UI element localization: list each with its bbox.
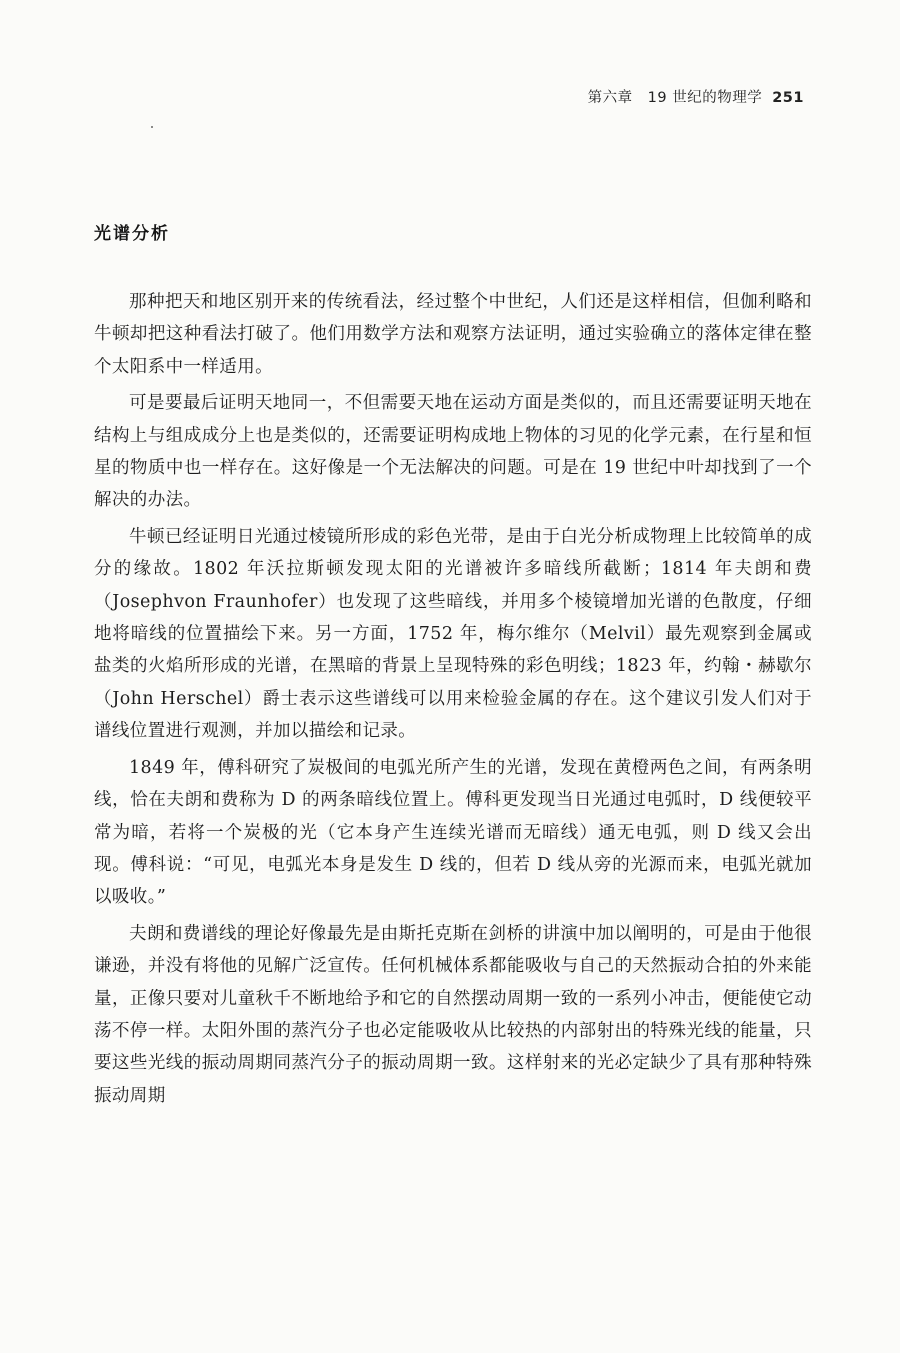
page-number: 251: [772, 90, 804, 106]
print-speck: [151, 126, 153, 128]
paragraph: 牛顿已经证明日光通过棱镜所形成的彩色光带，是由于白光分析成物理上比较简单的成分的缘故。1802 年沃拉斯顿发现太阳的光谱被许多暗线所截断；1814 年夫朗和费（Josephvon Fraunhofer）也发现了这些暗线，并用多个棱镜增加光谱的色散度，仔细地将暗线的位置描绘下来。另一方面，1752 年，梅尔维尔（Melvil）最先观察到金属或盐类的火焰所形成的光谱，在黑暗的背景上呈现特殊的彩色明线；1823 年，约翰・赫歇尔（John Herschel）爵士表示这些谱线可以用来检验金属的存在。这个建议引发人们对于谱线位置进行观测，并加以描绘和记录。: [94, 526, 812, 742]
chapter-title: 第六章 19 世纪的物理学: [587, 90, 763, 106]
paragraph: 可是要最后证明天地同一，不但需要天地在运动方面是类似的，而且还需要证明天地在结构上与组成成分上也是类似的，还需要证明构成地上物体的习见的化学元素，在行星和恒星的物质中也一样存在。这好像是一个无法解决的问题。可是在 19 世纪中叶却找到了一个解决的办法。: [94, 393, 812, 511]
running-head: [588, 86, 804, 107]
paragraph: 那种把天和地区别开来的传统看法，经过整个中世纪，人们还是这样相信，但伽利略和牛顿却把这种看法打破了。他们用数学方法和观察方法证明，通过实验确立的落体定律在整个太阳系中一样适用。: [94, 292, 812, 377]
section-title: 光谱分析: [94, 224, 170, 244]
paragraph: 1849 年，傅科研究了炭极间的电弧光所产生的光谱，发现在黄橙两色之间，有两条明线，恰在夫朗和费称为 D 的两条暗线位置上。傅科更发现当日光通过电弧时，D 线便较平常为暗，若将一个炭极的光（它本身产生连续光谱而无暗线）通无电弧，则 D 线又会出现。傅科说：“可见，电弧光本身是发生 D 线的，但若 D 线从旁的光源而来，电弧光就加以吸收。”: [94, 757, 812, 908]
paragraph: 夫朗和费谱线的理论好像最先是由斯托克斯在剑桥的讲演中加以阐明的，可是由于他很谦逊，并没有将他的见解广泛宣传。任何机械体系都能吸收与自己的天然振动合拍的外来能量，正像只要对儿童秋千不断地给予和它的自然摆动周期一致的一系列小冲击，便能使它动荡不停一样。太阳外围的蒸汽分子也必定能吸收从比较热的内部射出的特殊光线的能量，只要这些光线的振动周期同蒸汽分子的振动周期一致。这样射来的光必定缺少了具有那种特殊振动周期: [94, 923, 812, 1106]
body-text: [94, 286, 812, 1112]
